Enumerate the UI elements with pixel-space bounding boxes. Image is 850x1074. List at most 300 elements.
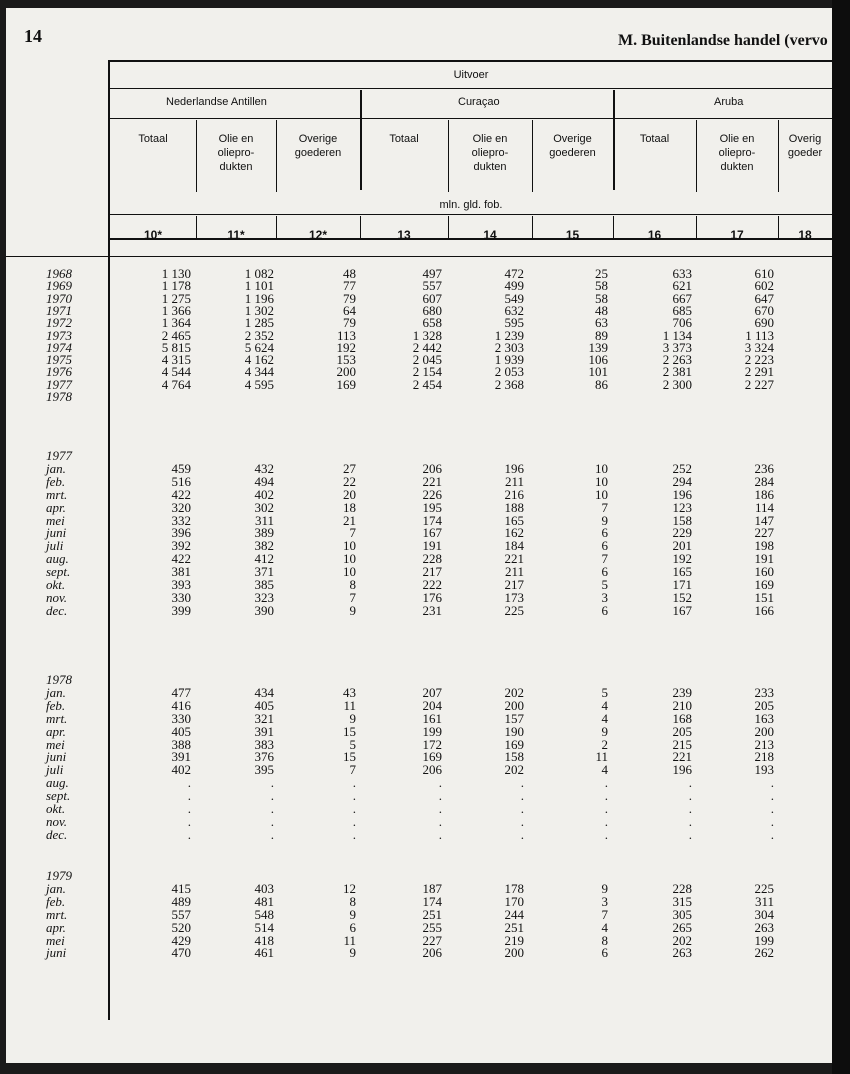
table-cell: 225	[504, 602, 524, 618]
table-row	[6, 499, 832, 515]
table-cell: 1 101	[244, 278, 274, 294]
row-label: 1978	[46, 672, 72, 687]
table-row	[6, 486, 832, 502]
row-label: juni	[46, 525, 67, 541]
row-label: okt.	[46, 801, 66, 816]
table-cell: 4 162	[244, 352, 274, 368]
table-cell: 371	[254, 564, 274, 580]
table-cell: 304	[754, 906, 774, 922]
table-cell: 2 154	[412, 364, 442, 380]
table-row	[6, 945, 832, 961]
table-cell: 381	[171, 564, 191, 580]
table-cell: 2 465	[161, 327, 191, 343]
table-cell: 152	[672, 589, 692, 605]
table-cell: 174	[422, 893, 442, 909]
table-cell: 222	[422, 577, 442, 592]
table-row	[6, 327, 832, 343]
table-cell: 123	[672, 499, 692, 515]
row-label: 1977	[46, 448, 72, 463]
table-cell: 415	[171, 880, 191, 896]
table-cell: 1 082	[244, 266, 274, 281]
table-row	[6, 723, 832, 739]
table-cell: 265	[672, 919, 692, 935]
row-label: feb.	[46, 893, 66, 909]
table-cell: 101	[588, 364, 608, 380]
table-cell: 236	[754, 460, 774, 476]
table-cell: 497	[422, 266, 442, 281]
table-cell: 63	[595, 315, 608, 331]
table-cell: 206	[422, 945, 442, 961]
table-cell: 233	[754, 684, 774, 700]
column-header-line: dukten	[219, 161, 253, 173]
table-cell: 48	[343, 266, 356, 281]
table-cell: 195	[422, 499, 442, 515]
table-cell: 302	[254, 499, 274, 515]
row-label: 1971	[46, 302, 72, 318]
table-cell: 221	[672, 749, 692, 765]
table-cell: 226	[422, 486, 442, 502]
table-cell: 205	[754, 697, 774, 713]
table-cell: 7	[601, 499, 608, 515]
table-cell: 305	[672, 906, 692, 922]
table-cell: 7	[349, 525, 356, 541]
table-cell: .	[270, 826, 274, 842]
table-cell: 170	[504, 893, 524, 909]
table-cell: 389	[254, 525, 274, 541]
column-header-line: Olie en	[218, 133, 254, 145]
table-cell: 218	[754, 749, 774, 765]
table-cell: 311	[754, 893, 774, 909]
table-cell: 193	[754, 762, 774, 778]
table-cell: 196	[504, 460, 524, 476]
table-cell: .	[520, 801, 524, 816]
column-header-line: dukten	[473, 161, 507, 173]
table-cell: .	[438, 801, 442, 816]
table-row	[6, 775, 832, 791]
table-cell: 196	[672, 762, 692, 778]
table-cell: 64	[343, 302, 356, 318]
table-cell: 7	[349, 589, 356, 605]
group-nederlandse-antillen: Nederlandse Antillen	[166, 96, 267, 108]
table-cell: 11	[343, 932, 356, 948]
table-cell: 43	[343, 684, 356, 700]
table-cell: 3 324	[744, 339, 774, 355]
table-cell: 2 303	[494, 339, 524, 355]
table-cell: 25	[595, 266, 608, 281]
table-cell: 4 344	[244, 364, 274, 380]
table-row	[6, 352, 832, 368]
table-cell: 202	[504, 684, 524, 700]
table-cell: 2 352	[244, 327, 274, 343]
table-cell: 15	[343, 749, 356, 765]
page-edge-shadow	[832, 0, 850, 1074]
table-cell: 227	[754, 525, 774, 541]
table-cell: 1 939	[494, 352, 524, 368]
row-label: aug.	[46, 551, 69, 567]
table-cell: 1 130	[161, 266, 191, 281]
table-cell: 211	[504, 473, 524, 489]
table-cell: 217	[504, 577, 524, 592]
row-label: nov.	[46, 589, 68, 605]
column-header-line: Overige	[298, 133, 338, 145]
table-cell: 1 134	[662, 327, 692, 343]
table-cell: 22	[343, 473, 356, 489]
row-label: mei	[46, 736, 65, 752]
table-cell: 9	[349, 710, 356, 726]
rule-uitvoer	[110, 88, 832, 89]
table-cell: 251	[504, 919, 524, 935]
table-cell: 557	[422, 278, 442, 294]
table-cell: 199	[754, 932, 774, 948]
table-cell: 514	[254, 919, 274, 935]
table-cell: 12	[343, 880, 356, 896]
column-number: 14	[483, 228, 497, 242]
table-cell: 229	[672, 525, 692, 541]
table-cell: 5	[349, 736, 356, 752]
table-cell: 621	[672, 278, 692, 294]
table-row	[6, 278, 832, 294]
table-cell: 422	[171, 486, 191, 502]
page-number: 14	[24, 26, 42, 46]
table-cell: 402	[254, 486, 274, 502]
unit-label: mln. gld. fob.	[439, 199, 503, 211]
table-cell: 210	[672, 697, 692, 713]
table-cell: .	[352, 826, 356, 842]
table-cell: .	[770, 826, 774, 842]
column-number: 18	[798, 228, 812, 242]
table-row	[6, 339, 832, 355]
table-cell: 3	[601, 589, 608, 605]
table-row	[6, 577, 832, 592]
table-cell: 7	[349, 762, 356, 778]
table-cell: 206	[422, 460, 442, 476]
table-cell: 2 053	[494, 364, 524, 380]
table-cell: .	[604, 826, 608, 842]
table-cell: 418	[254, 932, 274, 948]
column-header	[532, 132, 613, 160]
table-row	[6, 868, 832, 883]
table-cell: 263	[754, 919, 774, 935]
table-row	[6, 525, 832, 541]
table-row	[6, 389, 832, 404]
table-cell: 520	[171, 919, 191, 935]
table-cell: 489	[171, 893, 191, 909]
table-row	[6, 736, 832, 752]
table-row	[6, 801, 832, 816]
table-cell: 549	[504, 290, 524, 306]
table-cell: 294	[672, 473, 692, 489]
rule-groups	[110, 118, 832, 119]
column-header	[110, 132, 196, 146]
table-cell: 2 442	[412, 339, 442, 355]
column-number: 10*	[143, 228, 163, 242]
table-cell: 392	[171, 538, 191, 554]
table-cell: 163	[754, 710, 774, 726]
table-row	[6, 315, 832, 331]
table-cell: 2 291	[744, 364, 774, 380]
table-cell: 8	[349, 577, 356, 592]
table-cell: .	[270, 813, 274, 829]
table-cell: 432	[254, 460, 274, 476]
row-label: 1974	[46, 339, 72, 355]
table-row	[6, 813, 832, 829]
table-cell: 632	[504, 302, 524, 318]
table-cell: 255	[422, 919, 442, 935]
rule-top	[110, 60, 832, 62]
table-cell: 2 263	[662, 352, 692, 368]
table-cell: 429	[171, 932, 191, 948]
table-row	[6, 893, 832, 909]
table-cell: 5 624	[244, 339, 274, 355]
group-aruba: Aruba	[714, 96, 744, 108]
row-label: dec.	[46, 602, 68, 618]
table-cell: .	[604, 813, 608, 829]
row-label: mei	[46, 932, 65, 948]
table-cell: 191	[754, 551, 774, 567]
table-cell: 168	[672, 710, 692, 726]
table-cell: 151	[754, 589, 774, 605]
table-cell: 6	[601, 602, 608, 618]
table-cell: 461	[254, 945, 274, 961]
table-cell: 239	[672, 684, 692, 700]
row-label: feb.	[46, 697, 66, 713]
table-cell: .	[187, 801, 191, 816]
table-row	[6, 364, 832, 380]
table-cell: 157	[504, 710, 524, 726]
table-cell: 174	[422, 512, 442, 528]
table-cell: 557	[171, 906, 191, 922]
table-cell: 2 223	[744, 352, 774, 368]
row-label: juni	[46, 749, 67, 765]
table-cell: 6	[601, 525, 608, 541]
table-cell: 15	[343, 723, 356, 739]
table-row	[6, 672, 832, 687]
table-row	[6, 788, 832, 804]
table-cell: 548	[254, 906, 274, 922]
table-cell: 58	[595, 278, 608, 294]
table-cell: 10	[595, 486, 608, 502]
table-cell: 416	[171, 697, 191, 713]
table-cell: 187	[422, 880, 442, 896]
table-row	[6, 919, 832, 935]
table-cell: 595	[504, 315, 524, 331]
table-cell: 6	[601, 538, 608, 554]
table-cell: 200	[336, 364, 356, 380]
table-cell: 167	[422, 525, 442, 541]
table-cell: 165	[672, 564, 692, 580]
table-cell: 8	[601, 932, 608, 948]
table-row	[6, 551, 832, 567]
table-cell: 79	[343, 290, 356, 306]
table-cell: .	[770, 775, 774, 791]
column-number: 12*	[308, 228, 328, 242]
table-cell: .	[520, 813, 524, 829]
table-cell: 4 315	[161, 352, 191, 368]
table-row	[6, 906, 832, 922]
table-cell: 158	[672, 512, 692, 528]
column-header-line: oliepro-	[217, 147, 255, 159]
band-uitvoer: Uitvoer	[453, 69, 489, 81]
table-cell: 4	[601, 710, 608, 726]
table-cell: 393	[171, 577, 191, 592]
table-cell: 113	[336, 327, 356, 343]
table-cell: 2	[601, 736, 608, 752]
table-cell: 330	[171, 710, 191, 726]
column-number: 17	[730, 228, 744, 242]
table-cell: 610	[754, 266, 774, 281]
table-cell: 607	[422, 290, 442, 306]
table-cell: 9	[601, 512, 608, 528]
table-cell: 171	[672, 577, 692, 592]
table-cell: 2 454	[412, 376, 442, 392]
row-label: apr.	[46, 499, 66, 515]
table-cell: 169	[754, 577, 774, 592]
column-header-line: Overig	[788, 133, 822, 145]
table-cell: 685	[672, 302, 692, 318]
table-cell: 48	[595, 302, 608, 318]
column-number: 13	[397, 228, 411, 242]
table-cell: .	[352, 788, 356, 804]
table-cell: 9	[349, 602, 356, 618]
table-cell: 169	[336, 376, 356, 392]
row-label: 1970	[46, 290, 72, 306]
row-label: okt.	[46, 577, 66, 592]
table-cell: 2 381	[662, 364, 692, 380]
table-cell: .	[520, 775, 524, 791]
row-label: feb.	[46, 473, 66, 489]
table-cell: 321	[254, 710, 274, 726]
table-cell: 172	[422, 736, 442, 752]
table-cell: 21	[343, 512, 356, 528]
table-cell: .	[187, 788, 191, 804]
table-cell: 405	[171, 723, 191, 739]
table-cell: 167	[672, 602, 692, 618]
table-cell: 1 366	[161, 302, 191, 318]
table-cell: 4	[601, 697, 608, 713]
column-header	[696, 132, 778, 174]
column-header-line: dukten	[720, 161, 754, 173]
table-cell: 227	[422, 932, 442, 948]
column-header-line: oliepro-	[718, 147, 756, 159]
table-cell: 1 113	[745, 327, 774, 343]
rule-body	[6, 256, 832, 257]
table-cell: 706	[672, 315, 692, 331]
table-cell: 162	[504, 525, 524, 541]
table-cell: 192	[336, 339, 356, 355]
table-cell: 231	[422, 602, 442, 618]
table-cell: .	[688, 788, 692, 804]
table-cell: 153	[336, 352, 356, 368]
column-number: 15	[565, 228, 580, 242]
table-cell: 202	[504, 762, 524, 778]
table-cell: 680	[422, 302, 442, 318]
row-label: juli	[46, 762, 64, 778]
table-cell: 667	[672, 290, 692, 306]
table-cell: 11	[343, 697, 356, 713]
table-cell: 9	[601, 880, 608, 896]
column-header-line: goeder	[787, 147, 823, 159]
table-cell: 647	[754, 290, 774, 306]
table-cell: 422	[171, 551, 191, 567]
table-cell: .	[520, 788, 524, 804]
table-cell: 602	[754, 278, 774, 294]
table-cell: .	[688, 775, 692, 791]
table-cell: 3 373	[662, 339, 692, 355]
table-cell: 481	[254, 893, 274, 909]
table-cell: 6	[349, 919, 356, 935]
table-row	[6, 266, 832, 281]
table-cell: .	[438, 826, 442, 842]
table-row	[6, 684, 832, 700]
table-cell: .	[770, 813, 774, 829]
table-cell: 1 285	[244, 315, 274, 331]
table-cell: 161	[422, 710, 442, 726]
table-cell: 7	[601, 906, 608, 922]
column-header	[448, 132, 532, 174]
table-cell: 1 275	[161, 290, 191, 306]
table-cell: .	[770, 801, 774, 816]
table-cell: 5	[601, 684, 608, 700]
table-cell: 196	[672, 486, 692, 502]
table-cell: .	[688, 813, 692, 829]
table-cell: 217	[422, 564, 442, 580]
table-cell: 206	[422, 762, 442, 778]
row-label: sept.	[46, 564, 71, 580]
table-cell: 4	[601, 919, 608, 935]
column-header-line: Totaal	[389, 133, 419, 145]
table-cell: 169	[422, 749, 442, 765]
row-label: jan.	[46, 684, 66, 700]
column-header	[196, 132, 276, 174]
table-cell: 9	[349, 945, 356, 961]
table-cell: 332	[171, 512, 191, 528]
table-cell: 11	[595, 749, 608, 765]
document-page	[6, 8, 832, 1063]
table-cell: 184	[504, 538, 524, 554]
table-row	[6, 460, 832, 476]
column-header	[360, 132, 448, 146]
table-cell: .	[187, 813, 191, 829]
table-cell: 311	[254, 512, 274, 528]
table-cell: 390	[254, 602, 274, 618]
table-cell: 147	[754, 512, 774, 528]
table-cell: 79	[343, 315, 356, 331]
table-cell: 399	[171, 602, 191, 618]
table-cell: 139	[588, 339, 608, 355]
column-header	[778, 132, 832, 160]
table-cell: 412	[254, 551, 274, 567]
table-cell: 434	[254, 684, 274, 700]
table-cell: 477	[171, 684, 191, 700]
table-cell: .	[438, 775, 442, 791]
table-cell: 228	[422, 551, 442, 567]
table-cell: 516	[171, 473, 191, 489]
table-cell: 383	[254, 736, 274, 752]
table-cell: 166	[754, 602, 774, 618]
table-cell: 376	[254, 749, 274, 765]
table-cell: 10	[595, 473, 608, 489]
table-cell: 1 364	[161, 315, 191, 331]
row-label: 1975	[46, 352, 72, 368]
table-row	[6, 826, 832, 842]
table-cell: 2 368	[494, 376, 524, 392]
table-cell: 173	[504, 589, 524, 605]
table-cell: .	[604, 775, 608, 791]
table-cell: 215	[672, 736, 692, 752]
table-cell: 89	[595, 327, 608, 343]
row-label: mrt.	[46, 486, 68, 502]
row-label: sept.	[46, 788, 71, 804]
